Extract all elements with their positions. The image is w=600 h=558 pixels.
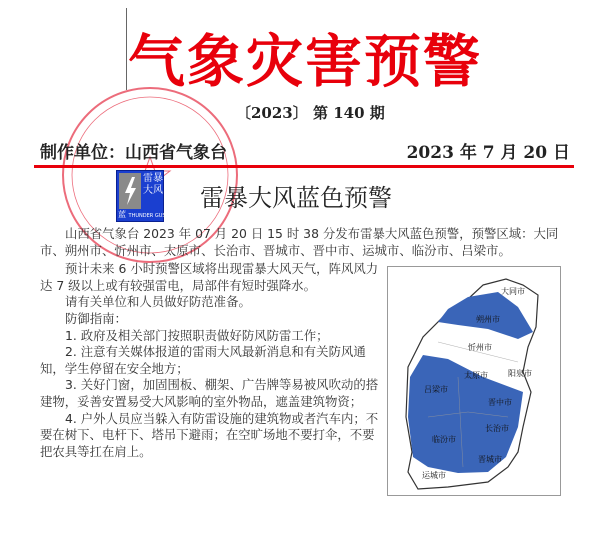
warning-area-map [387,266,561,496]
producer-unit: 制作单位：山西省气象台 [40,143,227,163]
map-label-changzhi: 长治市 [485,424,509,433]
thunder-gust-blue-warning-icon [116,170,169,222]
shanxi-map [388,267,560,495]
map-label-shuozhou: 朔州市 [476,315,500,324]
guide-item-2: 2. 注意有关媒体报道的雷雨大风最新消息和有关防风通知，学生停留在安全地方； [40,344,366,376]
lightning-icon [119,173,141,209]
issue-number: 〔2023〕 第 140 期 [236,104,385,122]
icon-level: 蓝 [118,210,126,219]
guidance-column [40,261,380,460]
icon-english: THUNDER GUST [128,213,169,219]
map-label-lvliang: 吕梁市 [424,385,448,394]
paragraph-forecast: 预计未来 6 小时预警区域将出现雷暴大风天气，阵风风力达 7 级以上或有较强雷电，局部伴有短时强降水。 [40,261,379,293]
text-cursor [126,8,127,90]
map-label-jinzhong: 晋中市 [488,398,512,407]
guide-item-3: 3. 关好门窗，加固围板、棚架、广告牌等易被风吹动的搭建物，妥善安置易受大风影响的室外物品，遮盖建筑物资； [40,377,379,409]
paragraph-announcement: 山西省气象台 2023 年 07 月 20 日 15 时 38 分发布雷暴大风蓝色预警，预警区域：大同市、朔州市、忻州市、太原市、长治市、晋城市、晋中市、运城市、临汾市、吕梁市。 [40,226,559,258]
map-label-linfen: 临汾市 [432,435,456,444]
guide-item-1: 1. 政府及相关部门按照职责做好防风防雷工作； [65,327,329,343]
map-label-taiyuan: 太原市 [464,371,488,380]
paragraph-prepare: 请有关单位和人员做好防范准备。 [65,294,251,310]
map-label-yangquan: 阳泉市 [508,369,532,378]
issue-date: 2023 年 7 月 20 日 [406,143,570,163]
map-label-yuncheng: 运城市 [422,471,446,480]
warning-title: 雷暴大风蓝色预警 [200,184,392,212]
guide-heading: 防御指南： [65,310,127,326]
icon-text-mid: 大风 [143,185,163,196]
red-divider [34,165,574,168]
icon-text-top: 雷暴 [143,173,163,184]
map-label-jincheng: 晋城市 [478,455,502,464]
guide-item-4: 4. 户外人员应当躲入有防雷设施的建筑物或者汽车内；不要在树下、电杆下、塔吊下避雨；在空旷场地不要打伞，不要把农具等扛在肩上。 [40,410,379,459]
map-label-xinzhou: 忻州市 [468,343,492,352]
document-title: 气象灾害预警 [128,28,482,95]
map-label-datong: 大同市 [501,287,525,296]
